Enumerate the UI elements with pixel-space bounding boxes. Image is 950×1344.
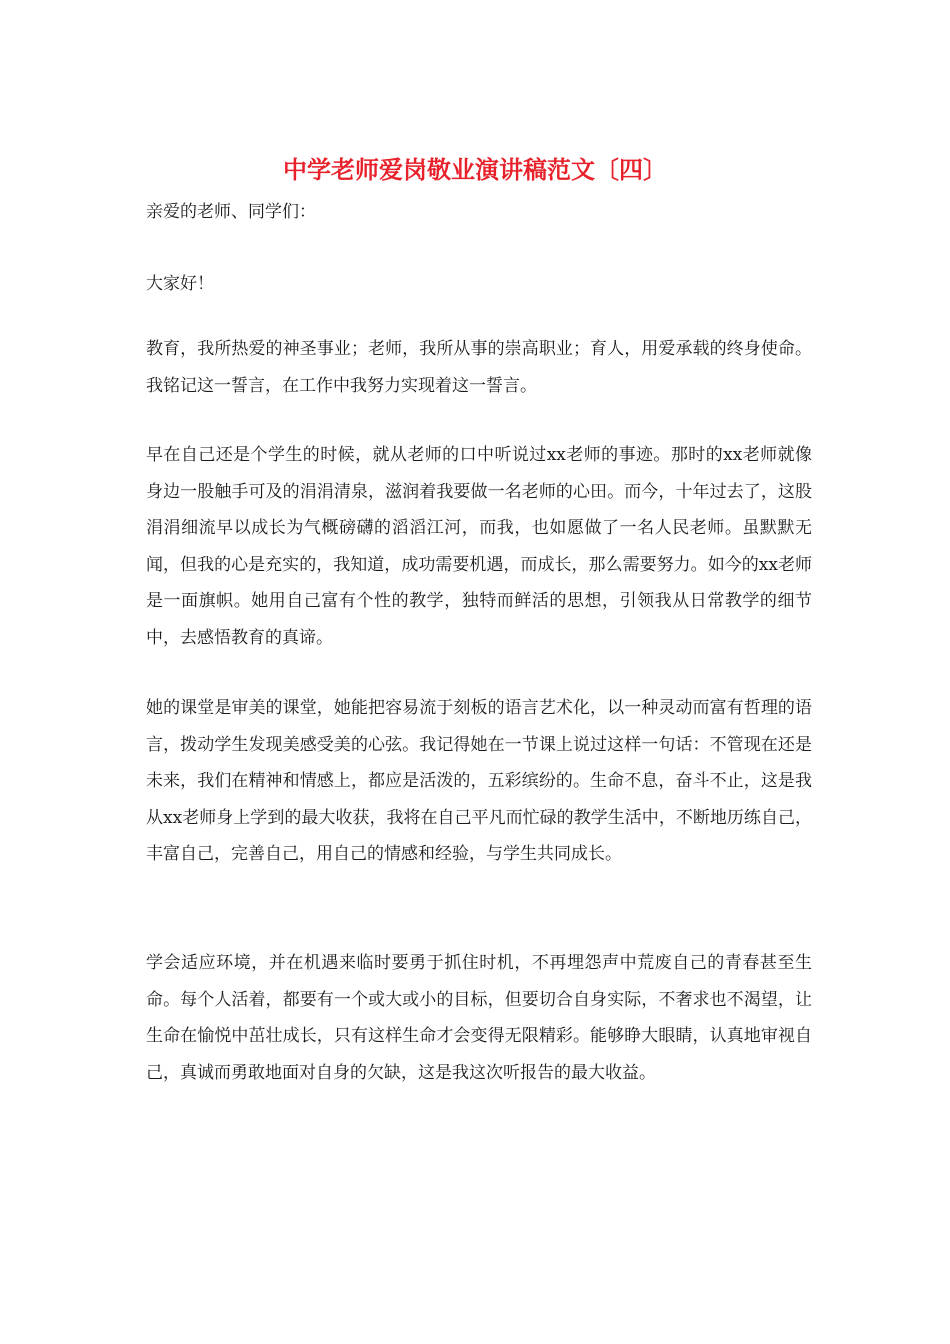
paragraph-3: 她的课堂是审美的课堂，她能把容易流于刻板的语言艺术化，以一种灵动而富有哲理的语言，拨动学生发现美感受美的心弦。我记得她在一节课上说过这样一句话：不管现在还是未来，我们在精神和情感上，都应是活泼的，五彩缤纷的。生命不息，奋斗不止，这是我从xx老师身上学到的最大收获，我将在自己平凡而忙碌的教学生活中，不断地历练自己，丰富自己，完善自己，用自己的情感和经验，与学生共同成长。 [146,698,812,864]
paragraph-greeting: 大家好！ [146,274,214,294]
paragraph-1: 教育，我所热爱的神圣事业；老师，我所从事的崇高职业；育人，用爱承载的终身使命。我铭记这一誓言，在工作中我努力实现着这一誓言。 [146,339,812,396]
document-title: 中学老师爱岗敬业演讲稿范文〔四〕 [283,155,667,184]
paragraph-2: 早在自己还是个学生的时候，就从老师的口中听说过xx老师的事迹。那时的xx老师就像身边一股触手可及的涓涓清泉，滋润着我要做一名老师的心田。而今，十年过去了，这股涓涓细流早以成长为气概磅礴的滔滔江河，而我，也如愿做了一名人民老师。虽默默无闻，但我的心是充实的，我知道，成功需要机遇，而成长，那么需要努力。如今的xx老师是一面旗帜。她用自己富有个性的教学，独特而鲜活的思想，引领我从日常教学的细节中，去感悟教育的真谛。 [146,445,812,648]
salutation: 亲爱的老师、同学们： [146,202,316,222]
paragraph-4: 学会适应环境，并在机遇来临时要勇于抓住时机，不再埋怨声中荒废自己的青春甚至生命。每个人活着，都要有一个或大或小的目标，但要切合自身实际，不奢求也不渴望，让生命在愉悦中茁壮成长，只有这样生命才会变得无限精彩。能够睁大眼睛，认真地审视自己，真诚而勇敢地面对自身的欠缺，这是我这次听报告的最大收益。 [146,953,812,1083]
